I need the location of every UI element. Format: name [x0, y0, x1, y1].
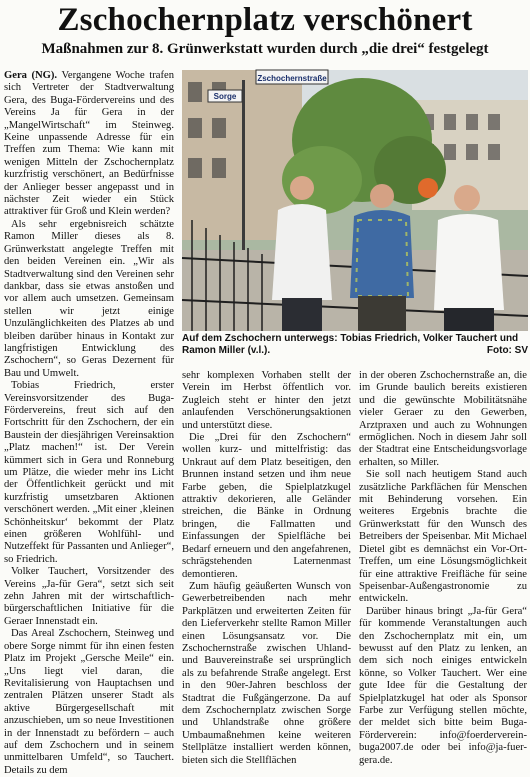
street-sign-top: Zschochernstraße: [257, 74, 327, 83]
paragraph: Sie soll nach heutigem Stand auch zusätzliche Parkflächen für Menschen mit Behinderung vorsehen. Ein weiteres Ergebnis brachte die Grünwerkstatt für den Wunsch des Betreibers der Speisenbar. Mit Michael Dietel gibt es demnächst ein Vor-Ort-Treffen, um eine Lösungsmöglichkeit für eine attraktive Freifläche für seine Speisenbar-Außengastronomie zu entwickeln.: [359, 469, 527, 605]
paragraph: in der oberen Zschochernstraße an, die im Grunde baulich bereits existieren und die gewünschte Mobilitätsnähe vieler Geraer zu den Gewerben, Arztpraxen und auch zu Wohnungen ermöglichen. Noch in diesem Jahr soll der Stadtrat eine Entscheidungsvorlage erhalten, so Miller.: [359, 370, 527, 468]
subheadline: Maßnahmen zur 8. Grünwerkstatt wurden durch „die drei“ festgelegt: [41, 41, 489, 57]
dateline: Gera (NG).: [4, 70, 58, 81]
article-column-1: [4, 70, 175, 776]
street-scene-image: [182, 70, 528, 331]
paragraph-text: Vergangene Woche trafen sich Vertreter der Stadtverwaltung Gera, des Buga-Fördervereins und des Vereins Ja für Gera in der „MangelWirtschaft“ im Steinweg. Keine unpassende Adresse für ein Treffen zum Thema: Wie kann mit wenigen Mitteln der Zschochernplatz kurzfristig verschönert, an Bedürfnisse der Anlieger besser angepasst und in nächster Zeit wieder ein Stück attraktiver für Groß und Klein werden?: [4, 70, 175, 218]
paragraph: Das Areal Zschochern, Steinweg und obere Sorge nimmt für ihn einen festen Platz im Projekt „Gersche Meile“ ein. „Uns liegt viel daran, die Revitalisierung von Hauptachsen und zentralen Plätzen unserer Stadt als aktive Bürgergesellschaft mit anzuschieben, um so neue Investitionen in der Innenstadt zu befördern – auch auf dem Zschochern und in seinem unmittelbaren Umfeld“, so Tauchert. Details zu dem: [4, 628, 174, 776]
photo-caption: [182, 333, 528, 357]
paragraph: Tobias Friedrich, erster Vereinsvorsitzender des Buga-Fördervereins, freut sich auf den Fortschritt für den Zschochern, der ein Baustein der diesjährigen Vereinsaktion „Platz machen!“ ist. Der Verein kümmert sich in Gera und Ronneburg um Plätze, die wieder mehr ins Licht der Öffentlichkeit gerückt und mit kurzfristig umsetzbaren Aktionen verschönert werden. „Mit einer ‚kleinen Schönheitskur‘ bekommt der Platz einen größeren Wohlfühl- und Nutzeffekt für Passanten und Anlieger“, so Friedrich.: [4, 380, 174, 565]
caption-text: Auf dem Zschochern unterwegs: Tobias Friedrich, Volker Tauchert und Ramon Miller (v.l.).: [182, 333, 519, 356]
paragraph: Volker Tauchert, Vorsitzender des Vereins „Ja-für Gera“, setzt sich seit zehn Jahren mit der wirtschaftlich-bürgerschaftlichen Initiative für die Geraer Innenstadt ein.: [4, 566, 174, 627]
photo-credit: Foto: SV: [486, 345, 528, 356]
article-photo: [182, 70, 528, 331]
paragraph: Zum häufig geäußerten Wunsch von Gewerbetreibenden nach mehr Parkplätzen und erweiterten Zeiten für den Lieferverkehr stellte Ramon Miller einen Lösungsansatz vor. Die Zschochernstraße zwischen Uhland- und Bauvereinstraße sei ursprünglich als zu befahrende Straße angelegt. Erst in den 90er-Jahren beschloss der Stadtrat die Fußgängerzone. Da auf dem Zschochernplatz zwischen Sorge und Uhlandstraße ohne größere Umbaumaßnehmen keine weiteren Stellplätze installiert werden können, bieten sich die Stellflächen: [182, 580, 351, 766]
paragraph: Als sehr ergebnisreich schätzte Ramon Miller dieses als 8. Grünwerkstatt angelegte Treffen mit den beiden Vereinen ein. „Wir als Stadtverwaltung sind den Vereinen sehr dankbar, dass sie etwas anstoßen und vor allem auch umsetzen. Gemeinsam stellen wir jetzt einige Unzulänglichkeiten des Platzes ab und bleiben darüber hinaus in Kontakt zur langfristigen Entwicklung des Zschochern“, so Geras Dezernent für Bau und Umwelt.: [4, 218, 174, 379]
headline: Zschochernplatz verschönert: [57, 2, 473, 38]
paragraph: [4, 70, 174, 219]
street-sign-left: Sorge: [213, 92, 237, 101]
article-column-3: [359, 370, 527, 769]
paragraph: Darüber hinaus bringt „Ja-für Gera“ für kommende Veranstaltungen auch den Zschochernplatz mit ein, um bewusst auf den Platz zu lenken, an dem sich noch einiges entwickeln könne, so Volker Tauchert. Wer eine gute Idee für die Gestaltung der Spielplatzkugel hat oder als Sponsor Farbe zur Verfügung stellen möchte, der meldet sich bitte beim Buga-Förderverein: info@foerderverein-buga2007.de oder bei info@ja-fuer-gera.de.: [359, 605, 527, 766]
paragraph: Die „Drei für den Zschochern“ wollen kurz- und mittelfristig: das Unkraut auf dem Platz beseitigen, den Brunnen instand setzen und ihm neue Farbe geben, die Spielplatzkugel attraktiv dekorieren, alle Geländer streichen, die Bänke in Ordnung bringen, die Fallmatten und Einfassungen der Spielfläche bei Bedarf erneuern und den angefahrenen, schrägstehenden Laternenmast demontieren.: [182, 432, 351, 580]
article-column-2: [182, 370, 351, 769]
paragraph: sehr komplexen Vorhaben stellt der Verein im Herbst öffentlich vor. Zugleich steht er hinter den jetzt anlaufenden Verschönerungsaktionen und unterstützt diese.: [182, 370, 351, 431]
